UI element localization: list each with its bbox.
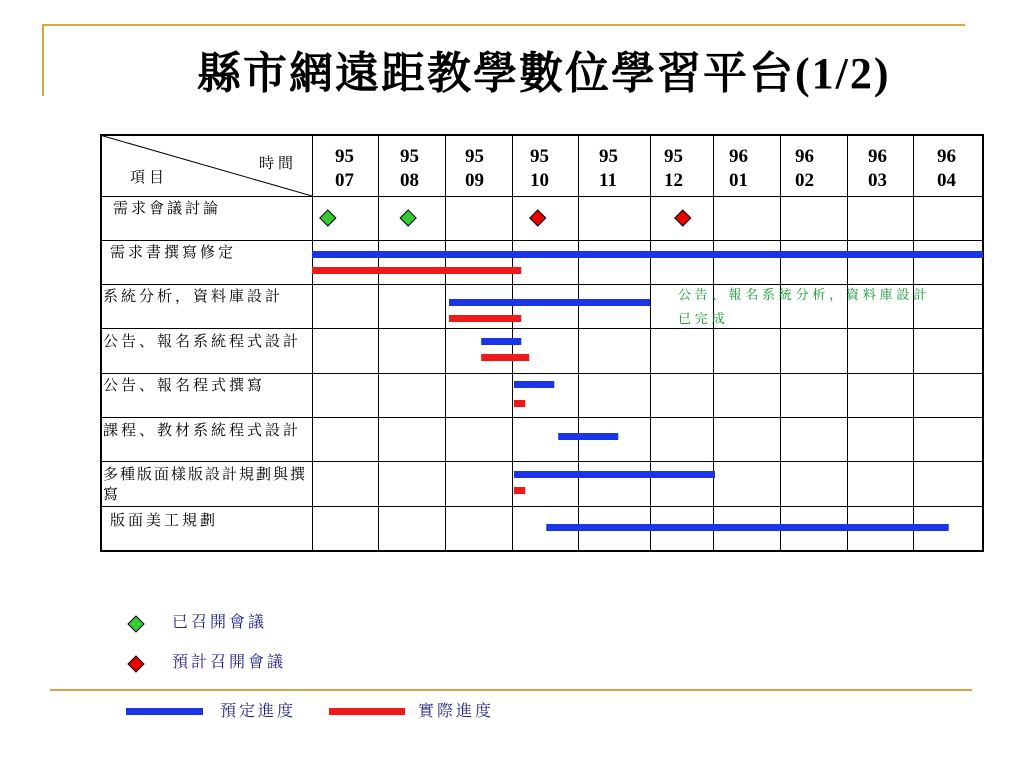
grid-line-vertical — [445, 135, 446, 551]
month-header — [530, 145, 564, 193]
grid-line-horizontal — [101, 196, 983, 197]
month-header-year: 95 — [335, 146, 354, 167]
grid-line-vertical — [847, 135, 848, 551]
column-header-label: 時間 — [259, 154, 298, 172]
grid-line-vertical — [512, 135, 513, 551]
grid-line-vertical — [378, 135, 379, 551]
task-label-system-analysis: 系統分析，資料庫設計 — [103, 287, 284, 305]
grid-line-vertical — [578, 135, 579, 551]
held-meeting-legend — [126, 614, 146, 634]
progress-note-line: 公告、報名系統分析，資料庫設計 — [678, 288, 931, 303]
month-header-year: 96 — [729, 146, 748, 167]
task-label-course-material-system-design: 課程、教材系統程式設計 — [103, 421, 302, 439]
task-label-registration-system-design: 公告、報名系統程式設計 — [103, 332, 302, 350]
month-header — [729, 145, 763, 193]
task-label-requirements-document: 需求書撰寫修定 — [110, 243, 237, 261]
month-header — [335, 145, 369, 193]
month-header-month: 10 — [530, 170, 549, 191]
bottom-accent-line — [50, 689, 972, 691]
month-header-year: 95 — [400, 146, 419, 167]
month-header-year: 95 — [530, 146, 549, 167]
grid-line-vertical — [713, 135, 714, 551]
row-header-label: 項目 — [130, 168, 169, 186]
green-diamond-icon — [128, 616, 144, 632]
grid-line-horizontal — [101, 461, 983, 462]
month-header — [664, 145, 698, 193]
planned-progress-legend-swatch — [126, 708, 203, 715]
actual-progress-legend-swatch — [329, 708, 405, 715]
month-header — [937, 145, 971, 193]
month-header-month: 02 — [795, 170, 814, 191]
task-label-layout-art-planning: 版面美工規劃 — [110, 511, 219, 529]
month-header-year: 95 — [465, 146, 484, 167]
actual-progress-legend-label: 實際進度 — [418, 701, 495, 720]
held-meeting-legend-label: 已召開會議 — [172, 612, 268, 631]
top-accent-line — [42, 24, 965, 26]
grid-line-vertical — [312, 135, 313, 551]
planned-meeting-legend — [126, 654, 146, 674]
month-header-year: 95 — [599, 146, 618, 167]
grid-line-horizontal — [101, 506, 983, 507]
month-header-month: 04 — [937, 170, 956, 191]
progress-note-line: 已完成 — [678, 312, 729, 327]
month-header-year: 95 — [664, 146, 683, 167]
month-header-month: 01 — [729, 170, 748, 191]
slide-title: 縣市網遠距教學數位學習平台(1/2) — [197, 49, 891, 98]
grid-line-horizontal — [101, 240, 983, 241]
grid-line-horizontal — [101, 373, 983, 374]
task-label-registration-coding: 公告、報名程式撰寫 — [103, 376, 266, 394]
month-header-month: 09 — [465, 170, 484, 191]
red-diamond-icon — [128, 656, 144, 672]
planned-meeting-legend-label: 預計召開會議 — [172, 652, 287, 671]
month-header-year: 96 — [795, 146, 814, 167]
grid-line-horizontal — [101, 417, 983, 418]
grid-line-vertical — [650, 135, 651, 551]
task-label-layout-template-design: 多種版面樣版設計規劃與撰寫 — [103, 465, 308, 503]
month-header — [465, 145, 499, 193]
month-header — [868, 145, 902, 193]
grid-line-vertical — [913, 135, 914, 551]
month-header — [400, 145, 434, 193]
month-header-year: 96 — [937, 146, 956, 167]
month-header — [599, 145, 633, 193]
task-label-requirements-meeting: 需求會議討論 — [113, 199, 222, 217]
month-header-month: 12 — [664, 170, 683, 191]
progress-note — [678, 284, 930, 332]
planned-progress-legend-label: 預定進度 — [220, 701, 297, 720]
grid-line-vertical — [780, 135, 781, 551]
left-accent-line — [42, 24, 44, 96]
month-header-month: 03 — [868, 170, 887, 191]
month-header — [795, 145, 829, 193]
month-header-month: 11 — [599, 170, 617, 191]
month-header-month: 08 — [400, 170, 419, 191]
month-header-year: 96 — [868, 146, 887, 167]
month-header-month: 07 — [335, 170, 354, 191]
